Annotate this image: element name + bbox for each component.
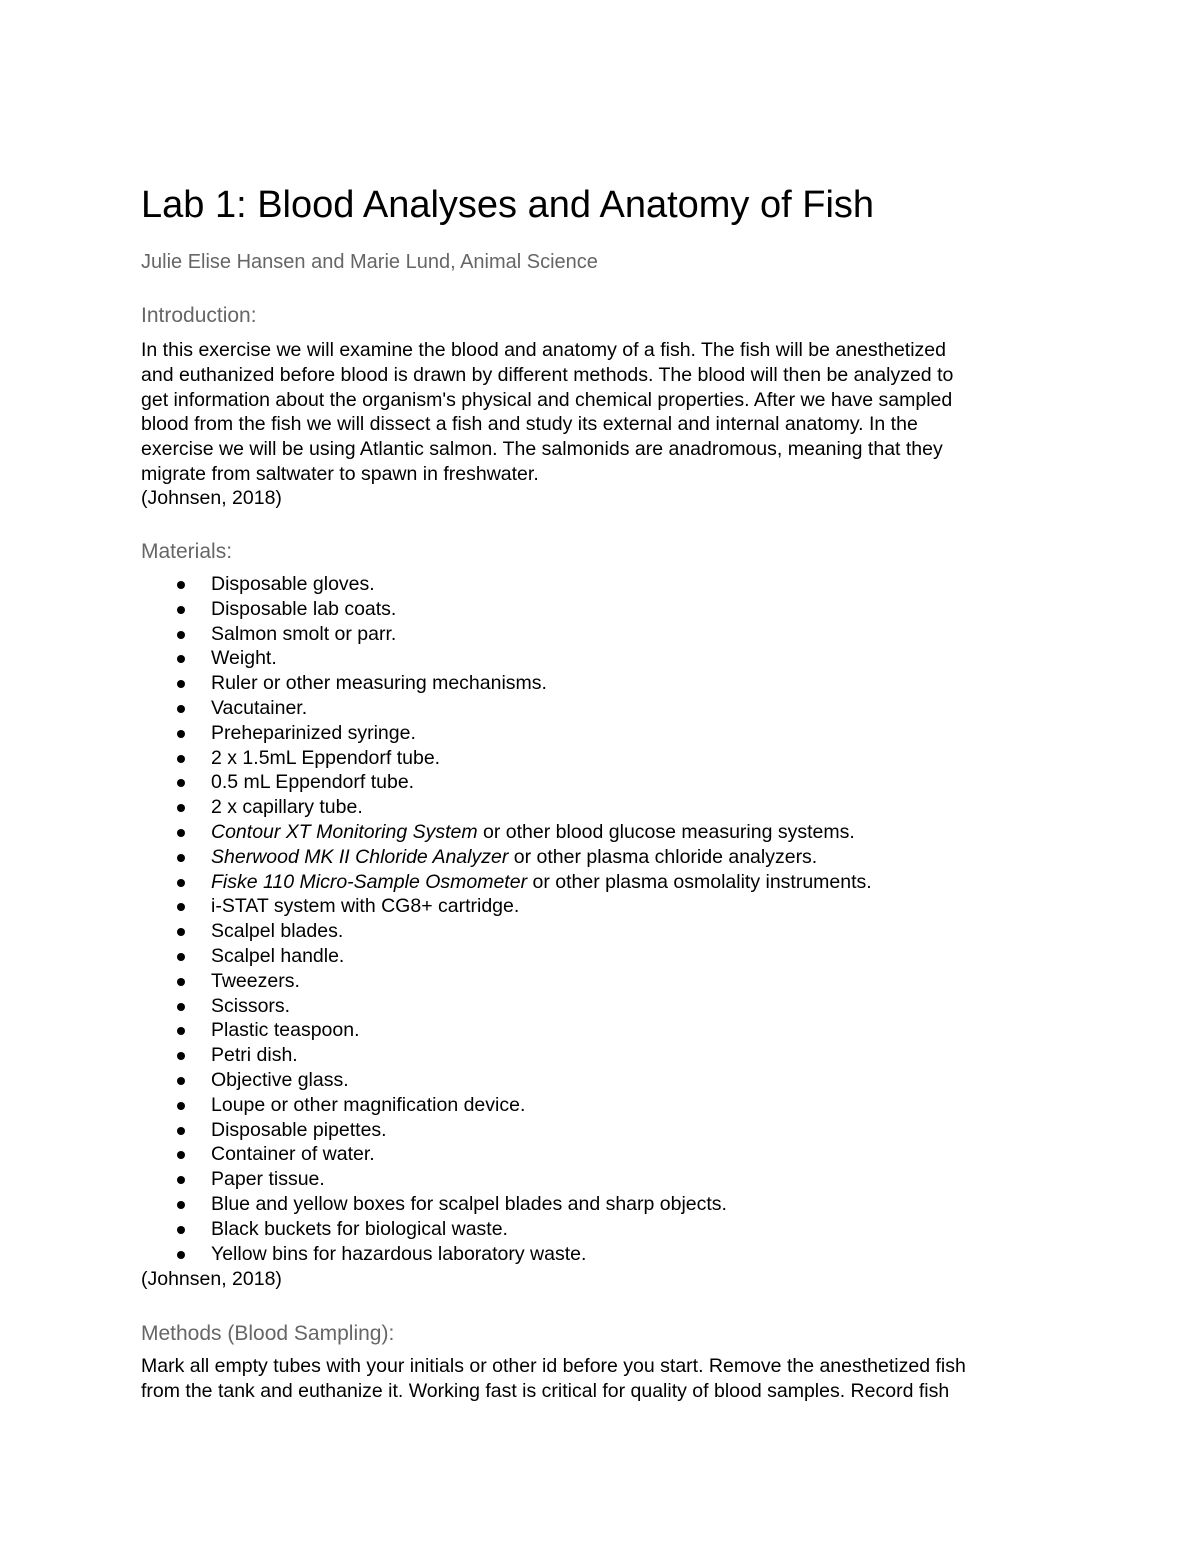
bullet-icon bbox=[177, 1251, 185, 1259]
list-item bbox=[141, 696, 872, 721]
list-item bbox=[141, 1142, 872, 1167]
methods-paragraph bbox=[141, 1354, 966, 1404]
list-item bbox=[141, 1167, 872, 1192]
document-title: Lab 1: Blood Analyses and Anatomy of Fish bbox=[141, 184, 875, 226]
bullet-icon bbox=[177, 705, 185, 713]
bullet-icon bbox=[177, 953, 185, 961]
list-item bbox=[141, 597, 872, 622]
list-item-text: Scalpel blades. bbox=[211, 920, 344, 943]
bullet-icon bbox=[177, 606, 185, 614]
bullet-icon bbox=[177, 1027, 185, 1035]
list-item-text: Black buckets for biological waste. bbox=[211, 1217, 508, 1240]
list-item-text: 2 x 1.5mL Eppendorf tube. bbox=[211, 746, 441, 769]
list-item-text: or other plasma osmolality instruments. bbox=[527, 870, 872, 893]
list-item-product-name: Fiske 110 Micro-Sample Osmometer bbox=[211, 870, 528, 893]
list-item-text: Scalpel handle. bbox=[211, 944, 345, 967]
bullet-icon bbox=[177, 1151, 185, 1159]
list-item-text: Scissors. bbox=[211, 994, 291, 1017]
materials-citation: (Johnsen, 2018) bbox=[141, 1268, 282, 1290]
list-item bbox=[141, 894, 872, 919]
paragraph-line: Mark all empty tubes with your initials or other id before you start. Remove the anesthetized fish bbox=[141, 1355, 966, 1377]
list-item bbox=[141, 845, 872, 870]
document-subtitle: Julie Elise Hansen and Marie Lund, Animal Science bbox=[141, 251, 598, 273]
list-item bbox=[141, 572, 872, 597]
materials-heading: Materials: bbox=[141, 540, 233, 563]
paragraph-line: migrate from saltwater to spawn in freshwater. bbox=[141, 462, 539, 485]
bullet-icon bbox=[177, 1052, 185, 1060]
bullet-icon bbox=[177, 804, 185, 812]
list-item-text: 0.5 mL Eppendorf tube. bbox=[211, 771, 415, 794]
list-item-text: Ruler or other measuring mechanisms. bbox=[211, 672, 547, 695]
list-item bbox=[141, 820, 872, 845]
bullet-icon bbox=[177, 581, 185, 589]
list-item-text: Yellow bins for hazardous laboratory waste. bbox=[211, 1242, 587, 1265]
list-item bbox=[141, 1043, 872, 1068]
list-item bbox=[141, 1242, 872, 1267]
paragraph-line: and euthanized before blood is drawn by different methods. The blood will then be analyzed to bbox=[141, 363, 954, 386]
bullet-icon bbox=[177, 978, 185, 986]
list-item-text: Vacutainer. bbox=[211, 696, 308, 719]
bullet-icon bbox=[177, 1201, 185, 1209]
paragraph-line: from the tank and euthanize it. Working fast is critical for quality of blood samples. Record fish bbox=[141, 1379, 950, 1402]
list-item bbox=[141, 1093, 872, 1118]
list-item bbox=[141, 1068, 872, 1093]
list-item bbox=[141, 671, 872, 696]
list-item-text: Disposable pipettes. bbox=[211, 1118, 387, 1141]
introduction-citation: (Johnsen, 2018) bbox=[141, 487, 282, 509]
list-item-text: or other plasma chloride analyzers. bbox=[508, 845, 818, 868]
materials-list bbox=[141, 572, 872, 1266]
list-item-text: Preheparinized syringe. bbox=[211, 721, 416, 744]
list-item-text: 2 x capillary tube. bbox=[211, 796, 363, 819]
methods-heading: Methods (Blood Sampling): bbox=[141, 1322, 395, 1345]
list-item bbox=[141, 721, 872, 746]
list-item-product-name: Contour XT Monitoring System bbox=[211, 820, 478, 843]
paragraph-line: get information about the organism's physical and chemical properties. After we have sampled bbox=[141, 388, 953, 411]
list-item-text: Salmon smolt or parr. bbox=[211, 622, 397, 645]
bullet-icon bbox=[177, 631, 185, 639]
bullet-icon bbox=[177, 903, 185, 911]
list-item-text: Weight. bbox=[211, 647, 277, 670]
bullet-icon bbox=[177, 928, 185, 936]
list-item-text: Disposable gloves. bbox=[211, 573, 375, 595]
bullet-icon bbox=[177, 755, 185, 763]
list-item-text: Plastic teaspoon. bbox=[211, 1019, 360, 1042]
introduction-heading: Introduction: bbox=[141, 304, 257, 327]
list-item bbox=[141, 646, 872, 671]
list-item bbox=[141, 1018, 872, 1043]
list-item bbox=[141, 919, 872, 944]
list-item-text: Container of water. bbox=[211, 1143, 375, 1166]
paragraph-line: blood from the fish we will dissect a fish and study its external and internal anatomy. In the bbox=[141, 413, 918, 436]
list-item bbox=[141, 1192, 872, 1217]
paragraph-line: In this exercise we will examine the blood and anatomy of a fish. The fish will be anesthetized bbox=[141, 339, 946, 361]
bullet-icon bbox=[177, 1003, 185, 1011]
list-item-text: Blue and yellow boxes for scalpel blades and sharp objects. bbox=[211, 1192, 727, 1215]
list-item-text: Objective glass. bbox=[211, 1068, 349, 1091]
list-item-text: Paper tissue. bbox=[211, 1168, 325, 1191]
bullet-icon bbox=[177, 1102, 185, 1110]
bullet-icon bbox=[177, 879, 185, 887]
bullet-icon bbox=[177, 1077, 185, 1085]
bullet-icon bbox=[177, 680, 185, 688]
list-item bbox=[141, 994, 872, 1019]
bullet-icon bbox=[177, 829, 185, 837]
bullet-icon bbox=[177, 655, 185, 663]
list-item bbox=[141, 944, 872, 969]
bullet-icon bbox=[177, 779, 185, 787]
introduction-paragraph bbox=[141, 338, 953, 487]
list-item bbox=[141, 870, 872, 895]
list-item-text: or other blood glucose measuring systems. bbox=[477, 820, 855, 843]
bullet-icon bbox=[177, 730, 185, 738]
bullet-icon bbox=[177, 1127, 185, 1135]
bullet-icon bbox=[177, 854, 185, 862]
list-item-text: i-STAT system with CG8+ cartridge. bbox=[211, 895, 520, 918]
list-item bbox=[141, 746, 872, 771]
bullet-icon bbox=[177, 1226, 185, 1234]
paragraph-line: exercise we will be using Atlantic salmon. The salmonids are anadromous, meaning that they bbox=[141, 438, 943, 461]
list-item bbox=[141, 795, 872, 820]
list-item-text: Tweezers. bbox=[211, 969, 300, 992]
list-item bbox=[141, 1217, 872, 1242]
list-item bbox=[141, 770, 872, 795]
list-item-product-name: Sherwood MK II Chloride Analyzer bbox=[211, 845, 509, 868]
list-item bbox=[141, 622, 872, 647]
bullet-icon bbox=[177, 1176, 185, 1184]
list-item-text: Disposable lab coats. bbox=[211, 597, 397, 620]
list-item-text: Loupe or other magnification device. bbox=[211, 1093, 526, 1116]
list-item-text: Petri dish. bbox=[211, 1044, 298, 1067]
list-item bbox=[141, 969, 872, 994]
list-item bbox=[141, 1118, 872, 1143]
